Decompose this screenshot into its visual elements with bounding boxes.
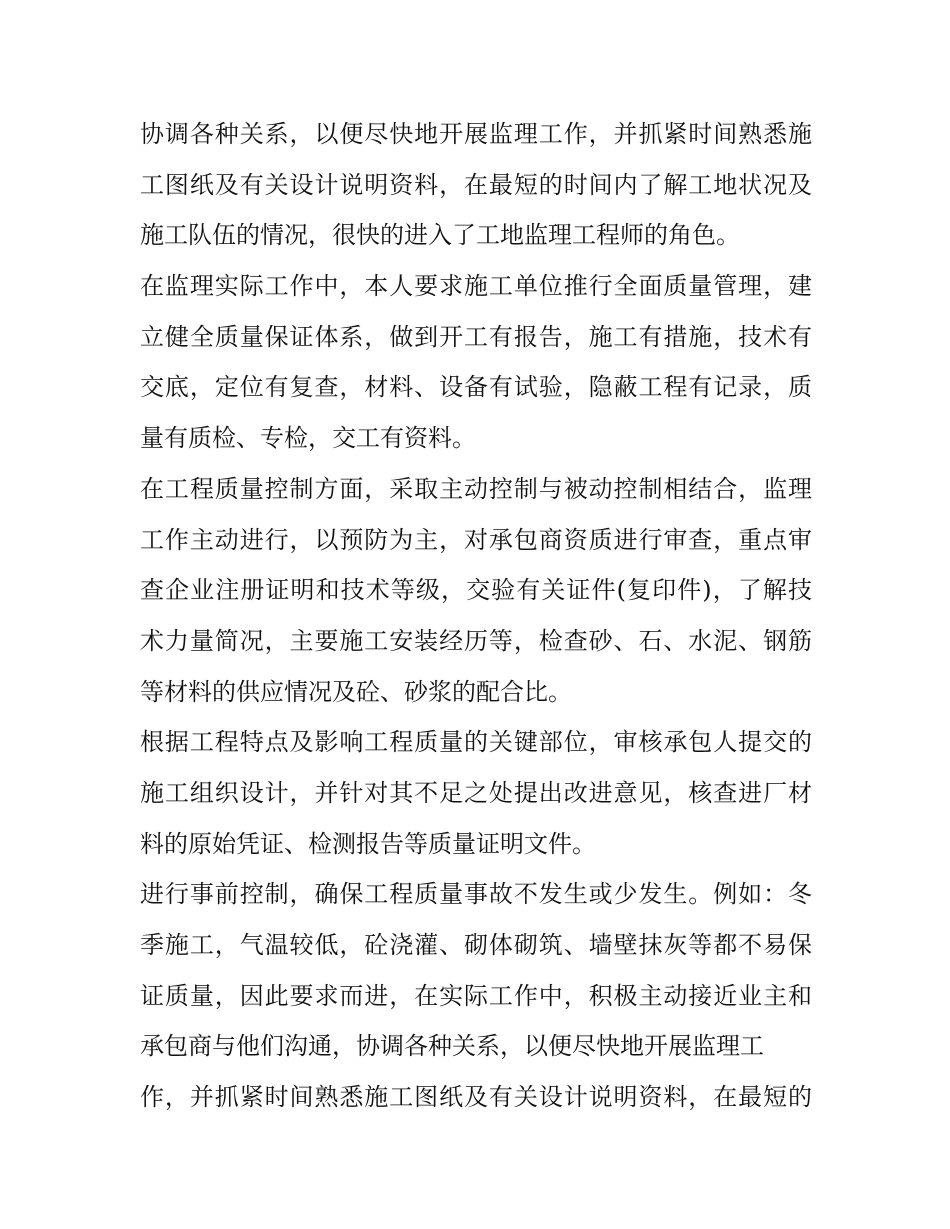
text-line: 协调各种关系，以便尽快地开展监理工作，并抓紧时间熟悉施 <box>140 120 812 148</box>
text-line: 季施工，气温较低，砼浇灌、砌体砌筑、墙壁抹灰等都不易保 <box>140 931 812 959</box>
text-line: 承包商与他们沟通，协调各种关系，以便尽快地开展监理工 <box>140 1032 764 1061</box>
text-line: 作，并抓紧时间熟悉施工图纸及有关设计说明资料，在最短的 <box>140 1083 812 1112</box>
text-line: 工图纸及有关设计说明资料，在最短的时间内了解工地状况及 <box>140 170 812 199</box>
text-line: 施工组织设计，并针对其不足之处提出改进意见，核查进厂材 <box>140 778 812 807</box>
text-line: 料的原始凭证、检测报告等质量证明文件。 <box>140 829 596 858</box>
text-line: 在监理实际工作中，本人要求施工单位推行全面质量管理，建 <box>140 272 812 301</box>
text-line: 证质量，因此要求而进，在实际工作中，积极主动接近业主和 <box>140 981 812 1010</box>
document-body <box>140 109 812 1123</box>
text-line: 等材料的供应情况及砼、砂浆的配合比。 <box>140 677 572 706</box>
text-line: 进行事前控制，确保工程质量事故不发生或少发生。例如：冬 <box>140 880 812 909</box>
text-line: 量有质检、专检，交工有资料。 <box>140 424 476 453</box>
text-line: 施工队伍的情况，很快的进入了工地监理工程师的角色。 <box>140 221 740 250</box>
text-line: 工作主动进行，以预防为主，对承包商资质进行审查，重点审 <box>140 525 812 554</box>
text-line: 查企业注册证明和技术等级，交验有关证件(复印件)，了解技 <box>140 576 812 605</box>
text-line: 根据工程特点及影响工程质量的关键部位，审核承包人提交的 <box>140 728 812 757</box>
text-line: 立健全质量保证体系，做到开工有报告，施工有措施，技术有 <box>140 322 812 351</box>
text-line: 术力量简况，主要施工安装经历等，检查砂、石、水泥、钢筋 <box>140 626 812 655</box>
text-line: 在工程质量控制方面，采取主动控制与被动控制相结合，监理 <box>140 474 812 503</box>
text-line: 交底，定位有复查，材料、设备有试验，隐蔽工程有记录，质 <box>140 373 812 402</box>
